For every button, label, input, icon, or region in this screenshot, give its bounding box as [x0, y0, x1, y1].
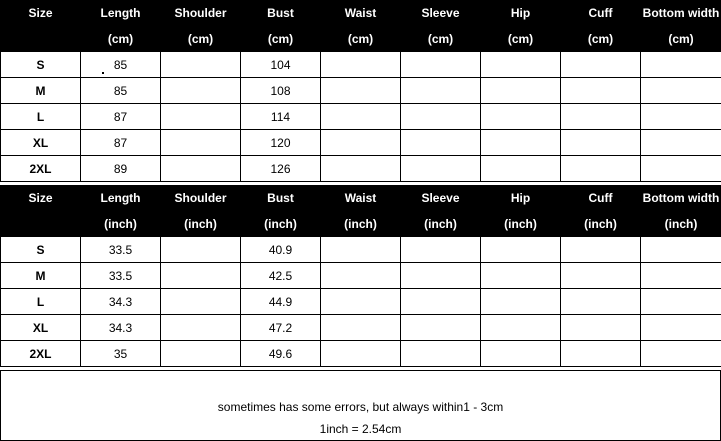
table-row [1, 156, 721, 182]
header-cell: (cm) [561, 26, 641, 52]
value-cell [161, 78, 241, 104]
size-cell: 2XL [1, 341, 81, 367]
header-cell: Size [1, 185, 81, 211]
header-cell: (inch) [481, 211, 561, 237]
value-cell [481, 237, 561, 263]
value-cell [481, 78, 561, 104]
value-cell: 85 [81, 78, 161, 104]
value-cell [561, 341, 641, 367]
value-cell [161, 315, 241, 341]
header-cell [1, 26, 81, 52]
header-cell: Size [1, 0, 81, 26]
value-cell [401, 315, 481, 341]
header-cell: (inch) [81, 211, 161, 237]
value-cell [481, 289, 561, 315]
size-table-inch [0, 185, 721, 367]
value-cell [641, 104, 721, 130]
header-cell: Sleeve [401, 185, 481, 211]
value-cell [641, 289, 721, 315]
header-cell: (inch) [161, 211, 241, 237]
value-cell [161, 104, 241, 130]
value-cell [321, 315, 401, 341]
size-cell: L [1, 289, 81, 315]
value-cell [481, 52, 561, 78]
table-row [1, 130, 721, 156]
size-table-cm [0, 0, 721, 182]
value-cell [481, 341, 561, 367]
header-cell: (inch) [641, 211, 721, 237]
value-cell [161, 237, 241, 263]
value-cell [321, 263, 401, 289]
value-cell: 120 [241, 130, 321, 156]
value-cell [401, 341, 481, 367]
header-cell: Sleeve [401, 0, 481, 26]
header-cell: Length [81, 0, 161, 26]
table-row [1, 341, 721, 367]
header-row-units [1, 211, 721, 237]
value-cell [161, 263, 241, 289]
header-cell: (cm) [161, 26, 241, 52]
size-cell: L [1, 104, 81, 130]
value-cell [481, 315, 561, 341]
header-cell: Shoulder [161, 0, 241, 26]
size-cell: 2XL [1, 156, 81, 182]
header-row-units [1, 26, 721, 52]
value-cell: 35 [81, 341, 161, 367]
header-cell [1, 211, 81, 237]
value-cell: 34.3 [81, 315, 161, 341]
value-cell [561, 130, 641, 156]
value-cell [401, 52, 481, 78]
value-cell: 104 [241, 52, 321, 78]
value-cell [561, 289, 641, 315]
value-cell [321, 78, 401, 104]
value-cell [161, 289, 241, 315]
value-cell [641, 237, 721, 263]
value-cell [321, 341, 401, 367]
value-cell: 34.3 [81, 289, 161, 315]
table-row [1, 289, 721, 315]
value-cell [161, 341, 241, 367]
value-cell: 47.2 [241, 315, 321, 341]
value-cell [561, 315, 641, 341]
header-cell: Waist [321, 185, 401, 211]
value-cell [641, 52, 721, 78]
table-row [1, 237, 721, 263]
value-cell [161, 52, 241, 78]
header-cell: Hip [481, 0, 561, 26]
value-cell: 114 [241, 104, 321, 130]
header-cell: Shoulder [161, 185, 241, 211]
table-row [1, 315, 721, 341]
value-cell [481, 130, 561, 156]
value-cell: 42.5 [241, 263, 321, 289]
size-cell: XL [1, 130, 81, 156]
value-cell [641, 263, 721, 289]
header-cell: Bust [241, 0, 321, 26]
value-cell: 40.9 [241, 237, 321, 263]
table-row [1, 104, 721, 130]
header-cell: (inch) [321, 211, 401, 237]
value-cell [321, 52, 401, 78]
value-cell [401, 104, 481, 130]
header-cell: Length [81, 185, 161, 211]
value-cell: 126 [241, 156, 321, 182]
value-cell [321, 130, 401, 156]
value-cell [561, 237, 641, 263]
value-cell [321, 104, 401, 130]
header-cell: Hip [481, 185, 561, 211]
value-cell [641, 130, 721, 156]
value-cell [321, 289, 401, 315]
value-cell [561, 104, 641, 130]
size-cell: S [1, 52, 81, 78]
value-cell [401, 78, 481, 104]
value-cell: 87 [81, 104, 161, 130]
header-cell: Bust [241, 185, 321, 211]
error-note: sometimes has some errors, but always within1 - 3cm [217, 400, 504, 414]
value-cell [161, 130, 241, 156]
value-cell [641, 341, 721, 367]
size-cell: M [1, 263, 81, 289]
value-cell [641, 78, 721, 104]
header-cell: (cm) [641, 26, 721, 52]
header-cell: (inch) [561, 211, 641, 237]
value-cell [321, 156, 401, 182]
size-cell: XL [1, 315, 81, 341]
header-cell: Cuff [561, 185, 641, 211]
value-cell [401, 237, 481, 263]
value-cell: 49.6 [241, 341, 321, 367]
value-cell [561, 52, 641, 78]
table-row [1, 78, 721, 104]
notes-box [0, 370, 721, 441]
value-cell [401, 130, 481, 156]
value-cell: 108 [241, 78, 321, 104]
value-cell [401, 263, 481, 289]
value-cell: 44.9 [241, 289, 321, 315]
value-cell [641, 156, 721, 182]
size-cell: M [1, 78, 81, 104]
value-cell [561, 78, 641, 104]
value-cell [481, 263, 561, 289]
value-cell [161, 156, 241, 182]
header-cell: Bottom width [641, 185, 721, 211]
table-row [1, 52, 721, 78]
table-row [1, 263, 721, 289]
stray-dot [102, 72, 104, 74]
header-cell: (inch) [241, 211, 321, 237]
header-cell: (cm) [81, 26, 161, 52]
size-cell: S [1, 237, 81, 263]
header-row-labels [1, 185, 721, 211]
value-cell [481, 104, 561, 130]
header-cell: Cuff [561, 0, 641, 26]
conversion-note: 1inch = 2.54cm [319, 422, 402, 436]
value-cell [401, 289, 481, 315]
value-cell [401, 156, 481, 182]
value-cell [561, 156, 641, 182]
value-cell: 89 [81, 156, 161, 182]
header-cell: Waist [321, 0, 401, 26]
value-cell: 33.5 [81, 237, 161, 263]
header-cell: (cm) [321, 26, 401, 52]
header-cell: (cm) [241, 26, 321, 52]
header-row-labels [1, 0, 721, 26]
value-cell: 87 [81, 130, 161, 156]
value-cell [321, 237, 401, 263]
header-cell: (cm) [401, 26, 481, 52]
value-cell [561, 263, 641, 289]
header-cell: Bottom width [641, 0, 721, 26]
header-cell: (inch) [401, 211, 481, 237]
value-cell: 33.5 [81, 263, 161, 289]
value-cell: 85 [81, 52, 161, 78]
value-cell [481, 156, 561, 182]
header-cell: (cm) [481, 26, 561, 52]
value-cell [641, 315, 721, 341]
